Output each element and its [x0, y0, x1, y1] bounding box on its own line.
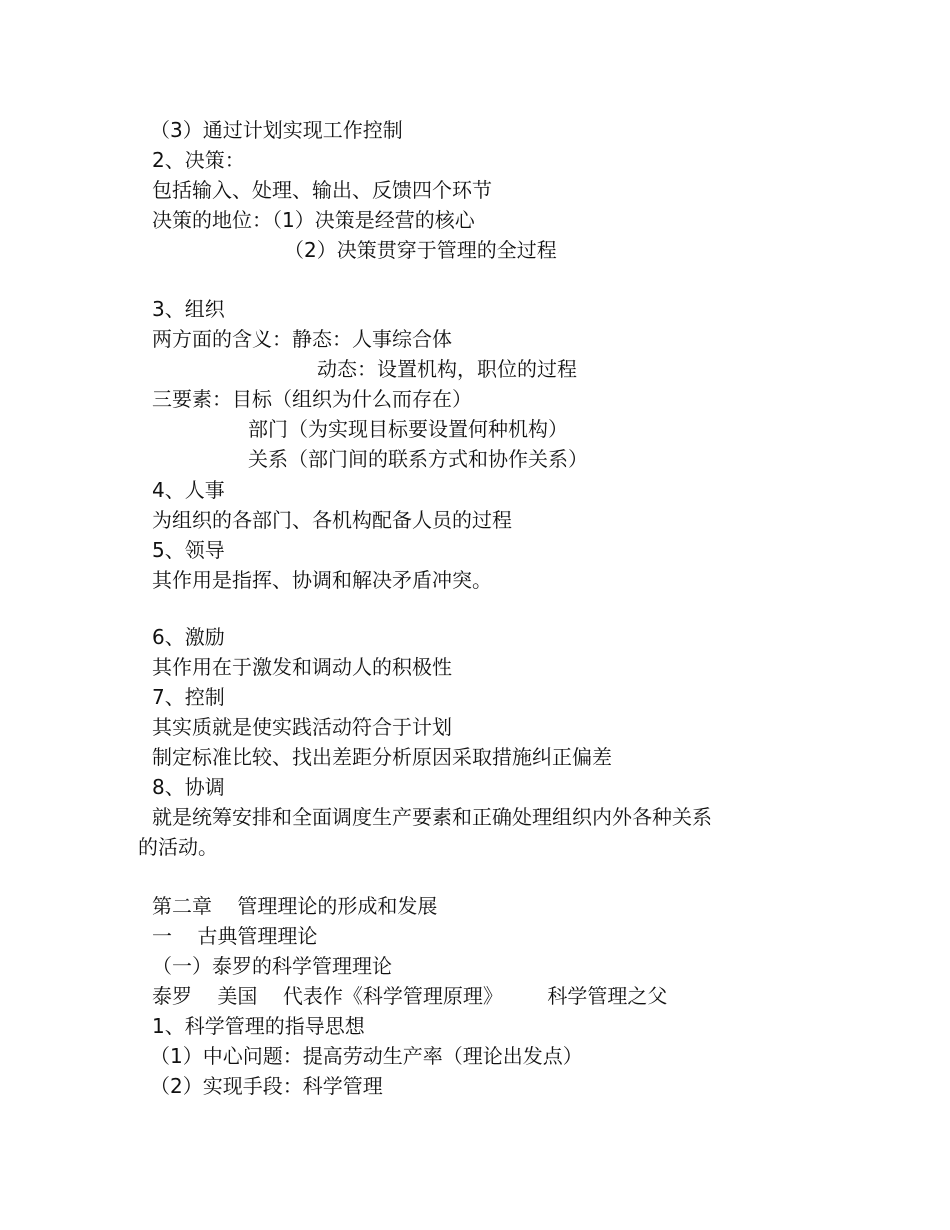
section-heading: 1、科学管理的指导思想 — [152, 1014, 365, 1038]
text-line: 泰罗 美国 代表作《科学管理原理》 科学管理之父 — [152, 984, 668, 1008]
text-line: 包括输入、处理、输出、反馈四个环节 — [152, 178, 492, 202]
text-line: （2）决策贯穿于管理的全过程 — [284, 238, 557, 262]
text-line: 其作用在于激发和调动人的积极性 — [152, 655, 452, 679]
section-heading: 4、人事 — [152, 478, 225, 502]
chapter-title: 第二章 管理理论的形成和发展 — [152, 894, 438, 918]
text-line: 两方面的含义：静态：人事综合体 — [152, 327, 452, 351]
text-line: 其实质就是使实践活动符合于计划 — [152, 715, 452, 739]
section-heading: 7、控制 — [152, 685, 225, 709]
text-line: （1）中心问题：提高劳动生产率（理论出发点） — [150, 1044, 583, 1068]
subsection-heading: （一）泰罗的科学管理理论 — [152, 954, 392, 978]
text-line: 其作用是指挥、协调和解决矛盾冲突。 — [152, 568, 492, 592]
section-heading: 8、协调 — [152, 775, 225, 799]
text-line: 制定标准比较、找出差距分析原因采取措施纠正偏差 — [152, 745, 612, 769]
section-heading: 3、组织 — [152, 297, 225, 321]
text-line: 动态：设置机构，职位的过程 — [317, 357, 577, 381]
text-line: 决策的地位：（1）决策是经营的核心 — [152, 208, 475, 232]
text-line: 关系（部门间的联系方式和协作关系） — [248, 447, 588, 471]
text-line: 三要素：目标（组织为什么而存在） — [152, 387, 472, 411]
section-heading: 5、领导 — [152, 538, 225, 562]
section-heading: 一 古典管理理论 — [152, 924, 318, 948]
text-line: 为组织的各部门、各机构配备人员的过程 — [152, 508, 512, 532]
section-heading: 6、激励 — [152, 625, 225, 649]
section-heading: 2、决策： — [152, 148, 245, 172]
text-line: 部门（为实现目标要设置何种机构） — [248, 417, 568, 441]
text-line: （2）实现手段：科学管理 — [150, 1074, 383, 1098]
text-line: 的活动。 — [138, 835, 218, 859]
text-line: 就是统筹安排和全面调度生产要素和正确处理组织内外各种关系 — [152, 805, 712, 829]
text-line: （3）通过计划实现工作控制 — [150, 118, 403, 142]
